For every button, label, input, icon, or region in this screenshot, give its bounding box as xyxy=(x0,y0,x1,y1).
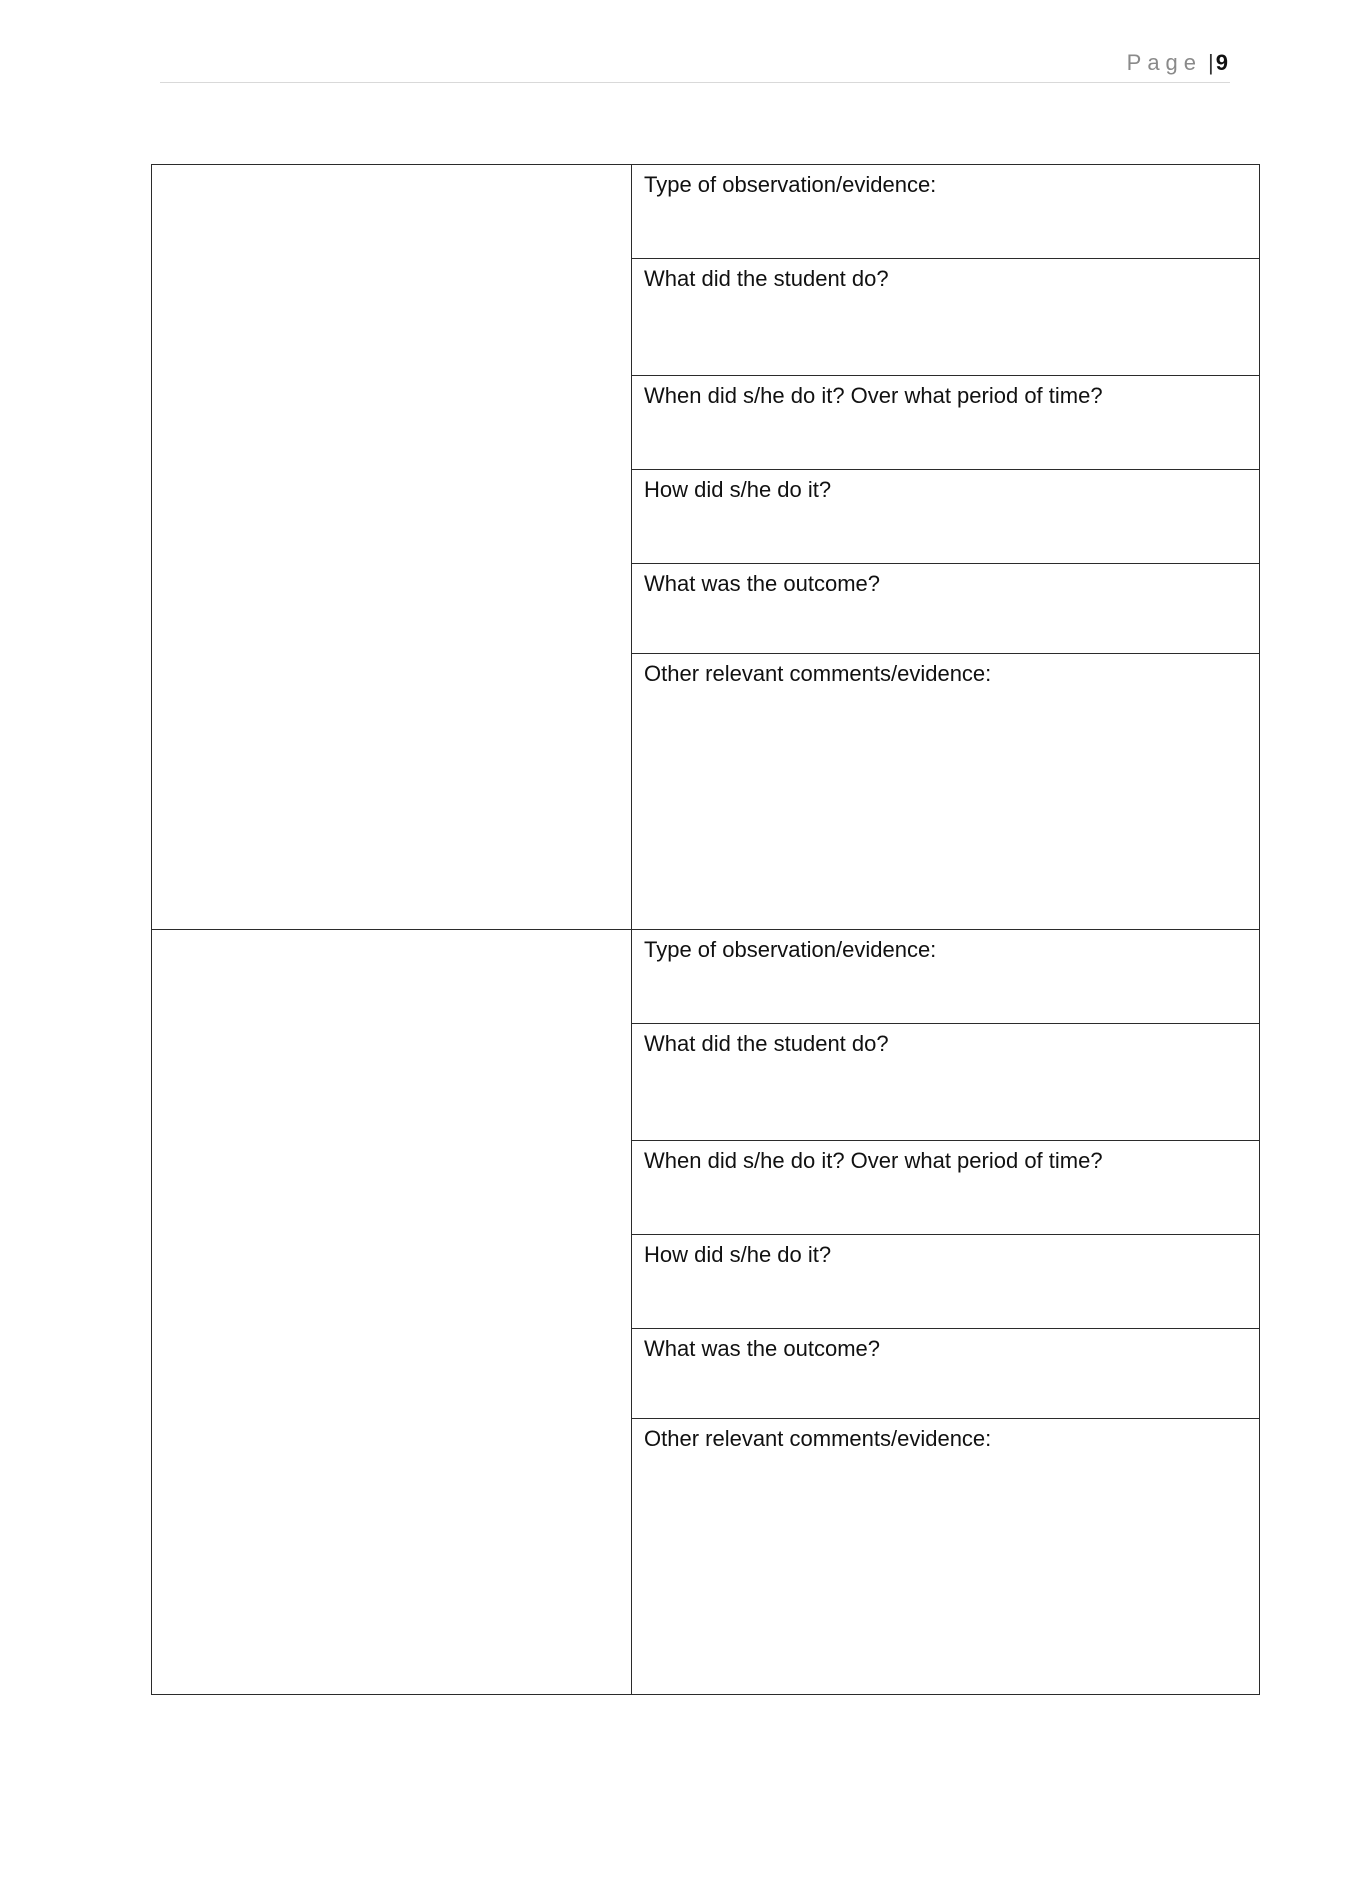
other-comments-label: Other relevant comments/evidence: xyxy=(644,661,992,686)
block-1-outcome-field[interactable] xyxy=(632,564,1260,654)
block-2-how-field[interactable] xyxy=(632,1235,1260,1329)
block-2-when-field[interactable] xyxy=(632,1141,1260,1235)
block-1-entry-cell[interactable] xyxy=(152,165,632,930)
outcome-label: What was the outcome? xyxy=(644,571,881,596)
page-number: 9 xyxy=(1215,50,1228,75)
what-did-student-do-label: What did the student do? xyxy=(644,1031,889,1056)
table-row xyxy=(152,930,1260,1024)
type-of-observation-label: Type of observation/evidence: xyxy=(644,172,937,197)
observation-form-table xyxy=(151,164,1260,1695)
block-1-when-field[interactable] xyxy=(632,376,1260,470)
page-header xyxy=(160,46,1230,83)
block-1-type-field[interactable] xyxy=(632,165,1260,259)
block-1-other-comments-field[interactable] xyxy=(632,654,1260,930)
how-label: How did s/he do it? xyxy=(644,477,832,502)
type-of-observation-label: Type of observation/evidence: xyxy=(644,937,937,962)
block-1-how-field[interactable] xyxy=(632,470,1260,564)
block-2-other-comments-field[interactable] xyxy=(632,1419,1260,1695)
page-number-label xyxy=(1127,50,1228,76)
outcome-label: What was the outcome? xyxy=(644,1336,881,1361)
when-label: When did s/he do it? Over what period of time? xyxy=(644,383,1103,408)
what-did-student-do-label: What did the student do? xyxy=(644,266,889,291)
when-label: When did s/he do it? Over what period of time? xyxy=(644,1148,1103,1173)
block-2-what-field[interactable] xyxy=(632,1024,1260,1141)
block-2-entry-cell[interactable] xyxy=(152,930,632,1695)
how-label: How did s/he do it? xyxy=(644,1242,832,1267)
block-2-outcome-field[interactable] xyxy=(632,1329,1260,1419)
block-2-type-field[interactable] xyxy=(632,930,1260,1024)
page-separator: | xyxy=(1208,50,1214,75)
other-comments-label: Other relevant comments/evidence: xyxy=(644,1426,992,1451)
table-row xyxy=(152,165,1260,259)
page-word: Page xyxy=(1126,50,1203,75)
block-1-what-field[interactable] xyxy=(632,259,1260,376)
